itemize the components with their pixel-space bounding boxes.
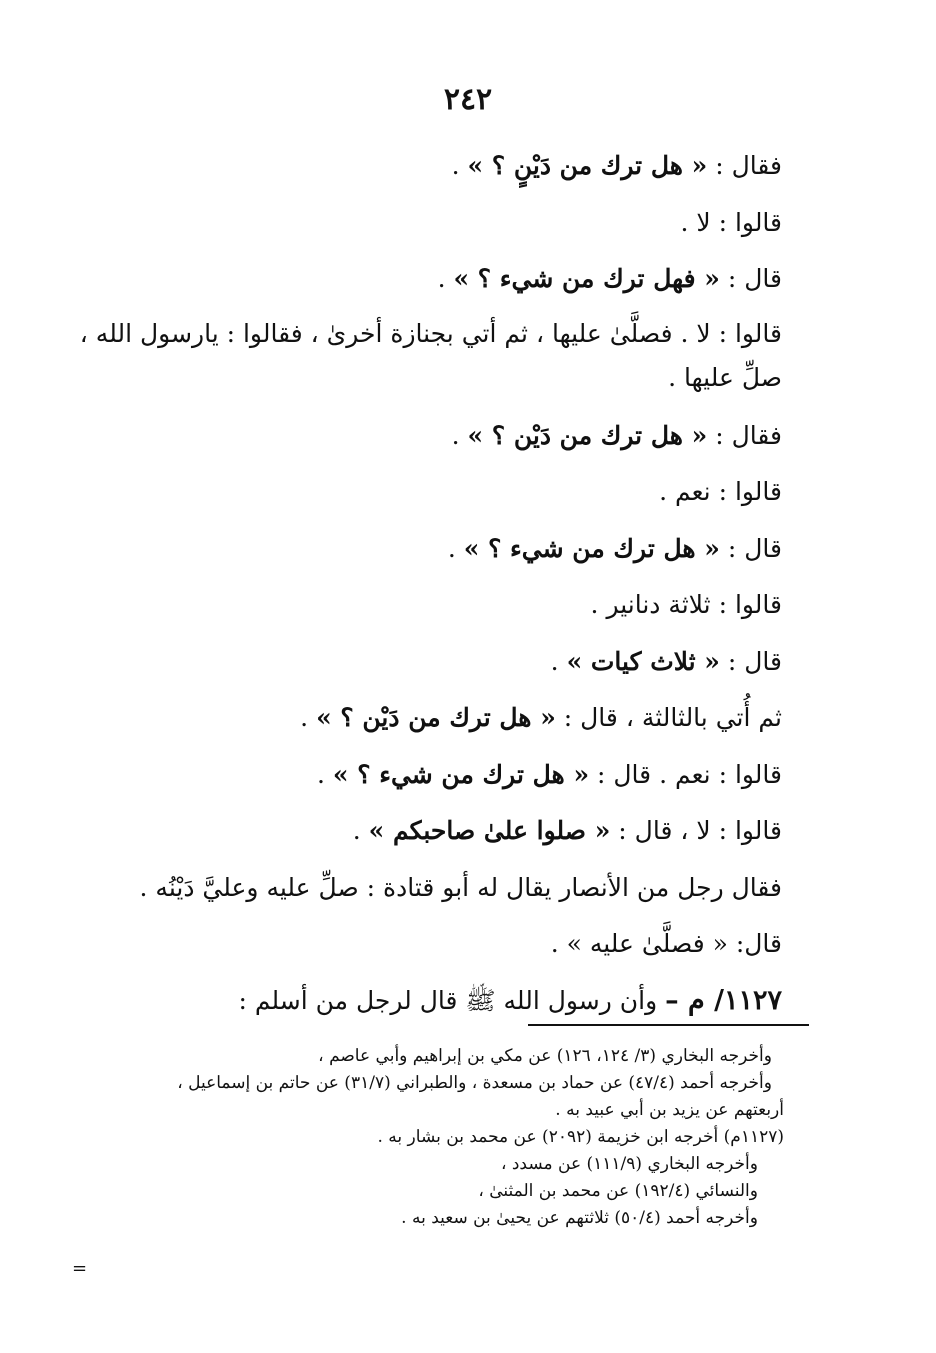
text-line: قالوا : نعم . <box>659 477 782 506</box>
footnote-line: وأخرجه البخاري (٣/ ١٢٤، ١٢٦) عن مكي بن إبراهيم وأبي عاصم ، <box>318 1046 772 1066</box>
text-line: فقال رجل من الأنصار يقال له أبو قتادة : صلِّ عليه وعليَّ دَيْنُه . <box>139 872 782 902</box>
text-line: قالوا : لا ، قال : « صلوا علىٰ صاحبكم » . <box>352 816 782 845</box>
footnote-line: وأخرجه أحمد (٤٧/٤) عن حماد بن مسعدة ، والطبراني (٣١/٧) عن حاتم بن إسماعيل ، <box>177 1073 772 1093</box>
text-line: فقال : « هل ترك من دَيْنٍ ؟ » . <box>451 151 782 180</box>
page-number: ٢٤٢ <box>443 82 493 117</box>
text-line: قالوا : نعم . قال : « هل ترك من شيء ؟ » . <box>316 759 782 789</box>
footnote-line: وأخرجه أحمد (٥٠/٤) ثلاثتهم عن يحيىٰ بن سعيد به . <box>401 1208 758 1228</box>
footnote-line: والنسائي (١٩٢/٤) عن محمد بن المثنىٰ ، <box>478 1181 758 1201</box>
footnote-line: وأخرجه البخاري (١١١/٩) عن مسدد ، <box>500 1154 758 1174</box>
text-line: قال : « فهل ترك من شيء ؟ » . <box>437 264 782 293</box>
main-text <box>72 138 782 1029</box>
hadith-number: ١١٢٧/ م – <box>665 984 782 1016</box>
text-line: قال: « فصلَّىٰ عليه » . <box>550 929 782 958</box>
text-line: قالوا : لا . <box>680 207 782 237</box>
footnote-line: (١١٢٧م) أخرجه ابن خزيمة (٢٠٩٢) عن محمد بن بشار به . <box>377 1127 784 1147</box>
text-line: قالوا : ثلاثة دنانير . <box>590 590 782 619</box>
text-line: قال : « هل ترك من شيء ؟ » . <box>447 533 782 563</box>
text-line: قال : « ثلاث كيات » . <box>550 646 782 676</box>
text-line: فقال : « هل ترك من دَيْن ؟ » . <box>451 420 782 450</box>
continuation-mark: = <box>72 1258 88 1279</box>
footnote-line: أربعتهم عن يزيد بن أبي عبيد به . <box>555 1100 784 1120</box>
text-line: قالوا : لا . فصلَّىٰ عليها ، ثم أتي بجنازة أخرىٰ ، فقالوا : يارسول الله ، صلِّ عليها . <box>79 318 782 392</box>
hadith-heading: ١١٢٧/ م – وأن رسول الله ﷺ قال لرجل من أسلم : <box>238 984 782 1016</box>
footnote-divider <box>528 1024 809 1026</box>
text-line: ثم أُتي بالثالثة ، قال : « هل ترك من دَيْن ؟ » . <box>300 703 782 732</box>
footnotes <box>66 1043 784 1232</box>
